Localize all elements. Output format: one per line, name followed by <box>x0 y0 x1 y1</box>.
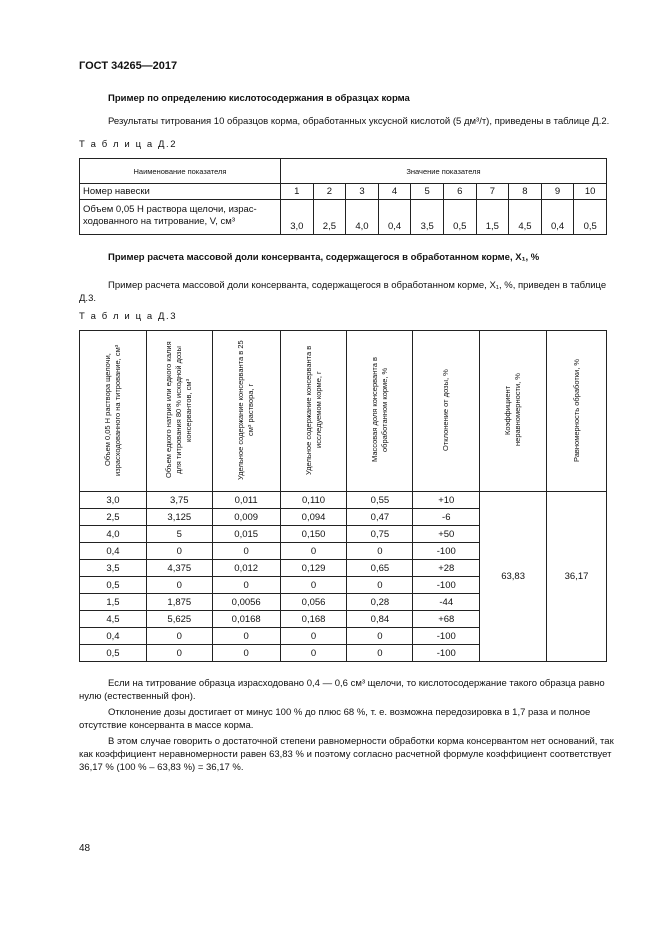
table-cell: 0,4 <box>80 628 147 645</box>
table-cell: 0 <box>347 628 413 645</box>
table-cell: 1,5 <box>80 594 147 611</box>
notes-block <box>79 677 614 774</box>
column-header: Коэффициент неравномерности, % <box>480 331 547 492</box>
page-number: 48 <box>79 843 91 854</box>
table-cell: 0,5 <box>80 645 147 662</box>
row-label-line: Объем 0,05 Н раствора щелочи, израс- <box>83 204 257 215</box>
table-cell: 2,5 <box>313 200 346 235</box>
table-cell: 0,011 <box>212 492 280 509</box>
table-cell: 6 <box>443 184 476 200</box>
table-cell: 0 <box>347 645 413 662</box>
column-header: Удельное содержание консерванта в исследуемом корме, г <box>280 331 347 492</box>
table-cell: 3,0 <box>80 492 147 509</box>
table-cell: 0 <box>280 577 347 594</box>
table-cell: 1,5 <box>476 200 509 235</box>
table-cell: 10 <box>574 184 607 200</box>
table-cell: 0 <box>280 628 347 645</box>
table-cell: 0,55 <box>347 492 413 509</box>
table-cell: 0 <box>146 628 212 645</box>
table-cell: 0 <box>347 577 413 594</box>
table-cell: 0,150 <box>280 526 347 543</box>
table-cell: 0,5 <box>574 200 607 235</box>
table-cell: 0 <box>146 543 212 560</box>
table-cell: 2 <box>313 184 346 200</box>
section-paragraph-titration: Результаты титрования 10 образцов корма, обработанных уксусной кислотой (5 дм³/т), приведены в таблице Д.2. <box>108 116 610 127</box>
table-cell: 0 <box>212 645 280 662</box>
table-cell: 0 <box>280 645 347 662</box>
table-cell: +50 <box>413 526 480 543</box>
table-row <box>80 200 607 235</box>
table-cell: 5 <box>146 526 212 543</box>
note-paragraph: Отклонение дозы достигает от минус 100 % до плюс 68 %, т. е. возможна передозировка в 1,7 раза и полное отсутствие консерванта в массе корма. <box>79 707 591 731</box>
table-cell: 0,0056 <box>212 594 280 611</box>
section-paragraph-preservative: Пример расчета массовой доли консерванта, содержащегося в обработанном корме, X₁, %, приведен в таблице Д.3. <box>79 280 607 304</box>
table-cell: 0,5 <box>80 577 147 594</box>
table-cell: 0,094 <box>280 509 347 526</box>
coefficient-value: 63,83 <box>480 492 547 662</box>
section-title-acid-content: Пример по определению кислотосодержания в образцах корма <box>108 93 410 104</box>
table-cell: 0,129 <box>280 560 347 577</box>
table-cell: 3 <box>346 184 379 200</box>
table-cell: 4,0 <box>80 526 147 543</box>
table-cell: 0,0168 <box>212 611 280 628</box>
table-cell: 3,75 <box>146 492 212 509</box>
row-label-sample-number: Номер навески <box>80 184 281 200</box>
table-cell: -44 <box>413 594 480 611</box>
table-cell: -100 <box>413 628 480 645</box>
row-label-line: ходованного на титрование, V, см³ <box>83 216 235 227</box>
table-cell: 0,47 <box>347 509 413 526</box>
table-caption-d3: Т а б л и ц а Д.3 <box>79 311 178 322</box>
table-cell: 0 <box>280 543 347 560</box>
table-cell: 8 <box>509 184 542 200</box>
table-cell: 4 <box>378 184 411 200</box>
table-cell: 4,0 <box>346 200 379 235</box>
uniformity-value: 36,17 <box>547 492 607 662</box>
table-cell: 0,4 <box>378 200 411 235</box>
table-cell: 3,5 <box>411 200 444 235</box>
table-cell: 0,012 <box>212 560 280 577</box>
table-cell: 5 <box>411 184 444 200</box>
table-caption-d2: Т а б л и ц а Д.2 <box>79 139 178 150</box>
table-cell: 1,875 <box>146 594 212 611</box>
table-cell: 0 <box>212 577 280 594</box>
table-cell: 0 <box>146 577 212 594</box>
table-cell: +68 <box>413 611 480 628</box>
table-cell: +28 <box>413 560 480 577</box>
column-header: Удельное содержание консерванта в 25 см³ раствора, г <box>212 331 280 492</box>
table-cell: 7 <box>476 184 509 200</box>
table-cell: 0,009 <box>212 509 280 526</box>
table-cell: -100 <box>413 543 480 560</box>
table-header-value: Значение показателя <box>281 159 607 184</box>
table-cell: -100 <box>413 577 480 594</box>
column-header: Объем едкого натрия или едкого калия для титрования 80 % исходной дозы консервантов, см³ <box>146 331 212 492</box>
note-paragraph: Если на титрование образца израсходовано 0,4 — 0,6 см³ щелочи, то кислотосодержание такого образца равно нулю (естественный фон). <box>79 678 605 702</box>
table-cell: 0,5 <box>443 200 476 235</box>
table-cell: 0,84 <box>347 611 413 628</box>
table-cell: 3,5 <box>80 560 147 577</box>
table-row <box>80 492 607 509</box>
table-cell: 2,5 <box>80 509 147 526</box>
table-row <box>80 184 607 200</box>
table-cell: 0,75 <box>347 526 413 543</box>
table-cell: 0 <box>146 645 212 662</box>
table-cell: 0,110 <box>280 492 347 509</box>
table-cell: -100 <box>413 645 480 662</box>
table-cell: 0,65 <box>347 560 413 577</box>
table-d2 <box>79 158 607 235</box>
table-cell: 0,015 <box>212 526 280 543</box>
table-cell: 0,4 <box>541 200 574 235</box>
column-header: Равномерность обработки, % <box>547 331 607 492</box>
table-cell: 3,0 <box>281 200 314 235</box>
table-cell: 0 <box>212 628 280 645</box>
row-label-alkali-volume <box>80 200 281 235</box>
column-header: Объем 0,05 Н раствора щелочи, израсходованного на титрование, см³ <box>80 331 147 492</box>
table-cell: 0 <box>347 543 413 560</box>
section-title-preservative: Пример расчета массовой доли консерванта, содержащегося в обработанном корме, X₁, % <box>108 252 540 263</box>
note-paragraph: В этом случае говорить о достаточной степени равномерности обработки корма консервантом нет оснований, так как коэффициент неравномерности равен 63,83 % и поэтому согласно расчетной формуле коэффициент соответствует 36,17 % (100 % – 63,83 %) = 36,17 %. <box>79 736 614 773</box>
table-header-indicator: Наименование показателя <box>80 159 281 184</box>
column-header: Массовая доля консерванта в обработанном корме, % <box>347 331 413 492</box>
table-cell: 0,4 <box>80 543 147 560</box>
table-cell: 4,375 <box>146 560 212 577</box>
table-cell: 1 <box>281 184 314 200</box>
table-cell: 4,5 <box>80 611 147 628</box>
table-d3 <box>79 330 607 662</box>
table-cell: 0,168 <box>280 611 347 628</box>
column-header: Отклонение от дозы, % <box>413 331 480 492</box>
document-code: ГОСТ 34265—2017 <box>79 60 178 72</box>
table-cell: -6 <box>413 509 480 526</box>
table-cell: 0,056 <box>280 594 347 611</box>
table-cell: 0,28 <box>347 594 413 611</box>
table-cell: 9 <box>541 184 574 200</box>
table-cell: 4,5 <box>509 200 542 235</box>
table-cell: 0 <box>212 543 280 560</box>
table-cell: +10 <box>413 492 480 509</box>
table-cell: 3,125 <box>146 509 212 526</box>
table-cell: 5,625 <box>146 611 212 628</box>
